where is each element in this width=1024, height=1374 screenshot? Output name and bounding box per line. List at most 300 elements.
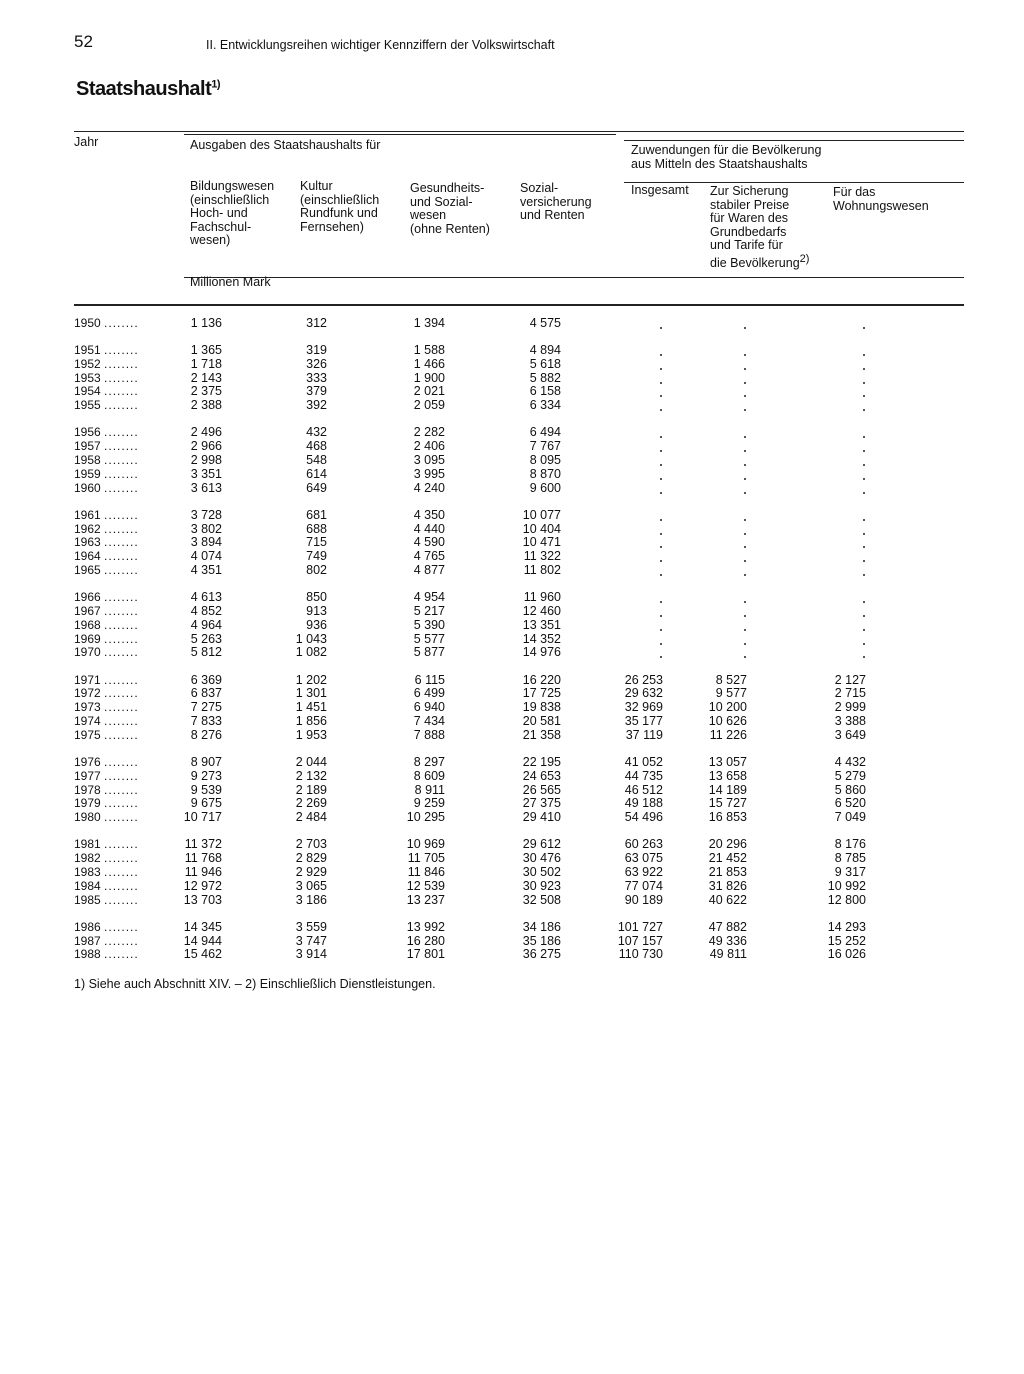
cell-gesund: 11 705 [407,851,445,866]
cell-sozial: 14 352 [522,631,561,646]
cell-sozial: 8 095 [529,453,561,467]
year-label: 1964 [74,549,101,564]
year-label: 1968 [74,617,101,632]
cell-bildung: 15 462 [183,947,222,962]
year-label: 1951 [74,343,101,357]
cell-gesund: 1 394 [413,316,445,330]
cell-gesund: 2 282 [413,425,445,440]
cell-kultur: 468 [306,439,327,454]
cell-sozial: 21 358 [522,727,561,742]
cell-bildung: 4 351 [190,563,222,577]
year-label: 1962 [74,521,101,536]
year-label: 1983 [74,865,101,879]
chapter-heading: II. Entwicklungsreihen wichtiger Kennziffern der Volkswirtschaft [206,38,555,52]
cell-kultur: 2 703 [295,837,327,852]
cell-sicherung: 14 189 [708,782,747,797]
header-bottom-rule [74,304,964,306]
cell-bildung: 6 369 [190,672,222,687]
year-label: 1961 [74,507,101,522]
row-leader: ........ [104,384,139,399]
cell-sozial: 19 838 [522,700,561,715]
year-label: 1959 [74,466,101,481]
cell-sicherung: 10 200 [708,700,747,715]
header-jahr: Jahr [74,135,99,149]
cell-sozial: 10 404 [522,521,561,536]
cell-gesund: 2 059 [413,398,445,413]
row-leader: ........ [104,851,139,866]
ausgaben-rule [184,134,616,135]
cell-bildung: 1 718 [190,356,222,371]
cell-insgesamt-dot [660,643,662,645]
cell-bildung: 5 812 [190,645,222,660]
header-zuwendungen: Zuwendungen für die Bevölkerung aus Mitteln des Staatshaushalts [631,143,822,171]
cell-gesund: 2 021 [413,384,445,399]
row-leader: ........ [104,755,139,769]
cell-gesund: 12 539 [406,878,445,893]
row-leader: ........ [104,439,139,454]
cell-kultur: 432 [306,425,327,440]
cell-sicherung: 20 296 [708,837,747,852]
year-label: 1975 [74,727,101,742]
year-label: 1960 [74,480,101,495]
header-col-sicherung [710,185,809,270]
cell-sicherung-dot [744,492,746,494]
cell-insgesamt: 101 727 [617,919,663,934]
cell-bildung: 4 613 [190,590,222,605]
cell-wohnung-dot [863,327,865,329]
year-label: 1971 [74,672,101,687]
cell-sozial: 10 077 [522,507,561,522]
cell-bildung: 14 345 [183,919,222,934]
year-label: 1957 [74,439,101,454]
footnote: 1) Siehe auch Abschnitt XIV. – 2) Einschließlich Dienstleistungen. [74,977,436,991]
cell-kultur: 2 189 [295,782,327,797]
cell-insgesamt: 49 188 [624,796,663,811]
cell-insgesamt-dot [660,492,662,494]
cell-gesund: 3 095 [413,453,445,467]
title-footnote-mark: 1) [211,78,221,91]
cell-insgesamt-dot [660,327,662,329]
cell-bildung: 13 703 [183,892,222,907]
cell-gesund: 4 350 [413,507,445,522]
cell-wohnung-dot [863,450,865,452]
cell-insgesamt-dot [660,574,662,576]
cell-gesund: 7 888 [413,727,445,742]
table-row-year [74,535,168,549]
cell-gesund: 13 992 [406,919,445,934]
year-label: 1988 [74,947,101,962]
table-row-year [74,604,168,618]
row-leader: ........ [104,480,139,495]
cell-kultur: 688 [306,521,327,536]
table-row-year [74,453,168,467]
row-leader: ........ [104,947,139,962]
cell-sozial: 30 923 [522,878,561,893]
cell-wohnung-dot [863,533,865,535]
table-row-year [74,728,168,742]
table-row-year [74,508,168,522]
cell-sozial: 11 322 [523,549,561,564]
table-row-year [74,590,168,604]
cell-insgesamt-dot [660,368,662,370]
row-leader: ........ [104,796,139,811]
cell-sozial: 9 600 [529,480,561,495]
table-row-year [74,700,168,714]
year-label: 1978 [74,782,101,797]
cell-sicherung: 8 527 [715,672,747,687]
table-row-year [74,673,168,687]
cell-bildung: 2 375 [190,384,222,399]
year-label: 1970 [74,645,101,660]
cell-sicherung: 13 658 [708,768,747,783]
table-row-year [74,769,168,783]
cell-wohnung-dot [863,629,865,631]
cell-bildung: 7 833 [190,714,222,728]
row-leader: ........ [104,672,139,687]
cell-bildung: 2 496 [190,425,222,440]
table-row-year [74,714,168,728]
cell-sozial: 6 158 [529,384,561,399]
row-leader: ........ [104,370,139,385]
cell-sicherung-dot [744,629,746,631]
row-leader: ........ [104,919,139,934]
cell-sicherung-dot [744,354,746,356]
cell-sozial: 6 494 [529,425,561,440]
row-leader: ........ [104,878,139,893]
cell-kultur: 379 [306,384,327,399]
unit-rule [184,277,964,278]
cell-sicherung: 21 452 [708,851,747,866]
cell-sicherung-dot [744,436,746,438]
table-row-year [74,384,168,398]
cell-insgesamt: 46 512 [624,782,663,797]
table-row-year [74,837,168,851]
cell-insgesamt: 110 730 [618,947,663,962]
table-row-year [74,851,168,865]
cell-gesund: 9 259 [413,796,445,811]
cell-gesund: 4 954 [413,590,445,605]
cell-wohnung: 10 992 [827,878,866,893]
cell-sicherung-dot [744,643,746,645]
year-label: 1986 [74,919,101,934]
cell-wohnung: 7 049 [834,810,866,825]
row-leader: ........ [104,714,139,728]
cell-kultur: 1 953 [295,727,327,742]
cell-insgesamt: 35 177 [624,714,663,728]
table-row-year [74,934,168,948]
cell-sozial: 5 882 [529,370,561,385]
row-leader: ........ [104,810,139,825]
cell-gesund: 5 390 [413,617,445,632]
cell-insgesamt: 26 253 [624,672,663,687]
cell-wohnung-dot [863,464,865,466]
cell-insgesamt: 29 632 [624,686,663,701]
cell-kultur: 2 044 [295,755,327,769]
cell-kultur: 326 [306,356,327,371]
cell-insgesamt-dot [660,409,662,411]
cell-kultur: 3 914 [295,947,327,962]
cell-bildung: 1 365 [190,343,222,357]
cell-bildung: 8 276 [190,727,222,742]
header-ausgaben: Ausgaben des Staatshaushalts für [190,138,381,152]
cell-gesund: 5 577 [413,631,445,646]
cell-bildung: 4 852 [190,604,222,618]
cell-gesund: 4 765 [413,549,445,564]
cell-kultur: 548 [306,453,327,467]
cell-kultur: 913 [306,604,327,618]
table-row-year [74,467,168,481]
cell-bildung: 9 273 [190,768,222,783]
cell-wohnung-dot [863,546,865,548]
cell-insgesamt: 44 735 [624,768,663,783]
cell-kultur: 3 186 [295,892,327,907]
cell-insgesamt-dot [660,615,662,617]
cell-gesund: 1 900 [413,370,445,385]
cell-wohnung-dot [863,560,865,562]
cell-insgesamt: 77 074 [624,878,663,893]
cell-sicherung-dot [744,395,746,397]
cell-bildung: 11 946 [184,865,222,879]
cell-sicherung: 47 882 [708,919,747,934]
cell-gesund: 11 846 [407,865,445,879]
cell-sicherung-dot [744,464,746,466]
table-row-year [74,879,168,893]
cell-sozial: 4 575 [529,316,561,330]
cell-gesund: 17 801 [406,947,445,962]
cell-sozial: 5 618 [529,356,561,371]
table-row-year [74,357,168,371]
cell-insgesamt: 63 075 [624,851,663,866]
cell-sozial: 16 220 [522,672,561,687]
cell-sozial: 30 502 [522,865,561,879]
cell-gesund: 6 115 [414,672,445,687]
cell-sicherung: 15 727 [708,796,747,811]
row-leader: ........ [104,727,139,742]
row-leader: ........ [104,316,139,330]
cell-insgesamt-dot [660,450,662,452]
row-leader: ........ [104,865,139,879]
year-label: 1985 [74,892,101,907]
table-row-year [74,893,168,907]
year-label: 1987 [74,933,101,948]
row-leader: ........ [104,563,139,577]
cell-sicherung-dot [744,656,746,658]
cell-wohnung-dot [863,615,865,617]
year-label: 1954 [74,384,101,399]
cell-bildung: 3 351 [190,466,222,481]
cell-sicherung: 16 853 [708,810,747,825]
row-leader: ........ [104,425,139,440]
cell-bildung: 6 837 [190,686,222,701]
cell-bildung: 3 728 [190,507,222,522]
cell-kultur: 333 [306,370,327,385]
cell-bildung: 9 539 [190,782,222,797]
cell-sicherung-dot [744,327,746,329]
cell-kultur: 312 [306,316,327,330]
cell-gesund: 1 466 [413,356,445,371]
cell-wohnung: 5 279 [834,768,866,783]
cell-sozial: 27 375 [522,796,561,811]
cell-sozial: 29 410 [522,810,561,825]
year-label: 1965 [74,563,101,577]
cell-wohnung: 3 649 [834,727,866,742]
cell-sicherung-dot [744,450,746,452]
cell-wohnung-dot [863,395,865,397]
table-row-year [74,371,168,385]
row-leader: ........ [104,686,139,701]
year-label: 1966 [74,590,101,605]
cell-insgesamt: 32 969 [624,700,663,715]
year-label: 1950 [74,316,101,330]
year-label: 1982 [74,851,101,866]
cell-sicherung-dot [744,478,746,480]
zuwendungen-rule [624,140,964,141]
cell-sozial: 13 351 [522,617,561,632]
cell-sozial: 30 476 [522,851,561,866]
cell-sozial: 6 334 [529,398,561,413]
cell-sicherung: 40 622 [708,892,747,907]
table-row-year [74,343,168,357]
cell-wohnung: 2 999 [834,700,866,715]
cell-wohnung: 2 127 [834,672,866,687]
cell-kultur: 2 929 [295,865,327,879]
cell-kultur: 1 043 [295,631,327,646]
cell-kultur: 3 065 [295,878,327,893]
cell-sicherung-dot [744,409,746,411]
cell-bildung: 11 768 [184,851,222,866]
row-leader: ........ [104,631,139,646]
cell-gesund: 5 217 [413,604,445,618]
cell-bildung: 2 388 [190,398,222,413]
cell-bildung: 10 717 [183,810,222,825]
cell-wohnung-dot [863,492,865,494]
cell-kultur: 1 202 [295,672,327,687]
cell-sozial: 11 802 [523,563,561,577]
cell-gesund: 4 440 [413,521,445,536]
cell-bildung: 9 675 [190,796,222,811]
cell-bildung: 3 613 [190,480,222,495]
cell-wohnung: 9 317 [834,865,866,879]
cell-sozial: 36 275 [522,947,561,962]
cell-kultur: 1 451 [295,700,327,715]
cell-sozial: 29 612 [522,837,561,852]
cell-bildung: 11 372 [184,837,222,852]
table-row-year [74,618,168,632]
cell-wohnung-dot [863,354,865,356]
cell-sozial: 7 767 [529,439,561,454]
table-row-year [74,783,168,797]
cell-bildung: 3 802 [190,521,222,536]
cell-kultur: 614 [306,466,327,481]
table-row-year [74,810,168,824]
cell-gesund: 4 590 [413,535,445,550]
year-label: 1955 [74,398,101,413]
cell-sozial: 8 870 [529,466,561,481]
cell-sicherung-dot [744,519,746,521]
cell-insgesamt: 63 922 [624,865,663,879]
cell-bildung: 14 944 [183,933,222,948]
table-row-year [74,947,168,961]
cell-wohnung-dot [863,574,865,576]
cell-kultur: 749 [306,549,327,564]
row-leader: ........ [104,356,139,371]
header-col-insgesamt: Insgesamt [631,183,689,197]
year-label: 1953 [74,370,101,385]
page-number: 52 [74,32,93,51]
cell-sicherung: 49 336 [708,933,747,948]
cell-kultur: 2 269 [295,796,327,811]
cell-sozial: 4 894 [529,343,561,357]
year-label: 1984 [74,878,101,893]
cell-gesund: 3 995 [413,466,445,481]
year-label: 1974 [74,714,101,728]
cell-insgesamt-dot [660,560,662,562]
year-label: 1952 [74,356,101,371]
cell-gesund: 1 588 [413,343,445,357]
year-label: 1969 [74,631,101,646]
row-leader: ........ [104,590,139,605]
cell-wohnung-dot [863,656,865,658]
cell-sozial: 20 581 [522,714,561,728]
cell-sozial: 10 471 [522,535,561,550]
cell-gesund: 8 297 [413,755,445,769]
cell-gesund: 4 240 [413,480,445,495]
table-row-year [74,563,168,577]
row-leader: ........ [104,535,139,550]
header-col-sozial: Sozial- versicherung und Renten [520,181,592,222]
cell-bildung: 4 074 [190,549,222,564]
cell-sicherung-dot [744,574,746,576]
cell-kultur: 392 [306,398,327,413]
year-label: 1963 [74,535,101,550]
row-leader: ........ [104,645,139,660]
cell-kultur: 1 856 [295,714,327,728]
cell-wohnung-dot [863,436,865,438]
cell-kultur: 649 [306,480,327,495]
table-row-year [74,865,168,879]
row-leader: ........ [104,933,139,948]
year-label: 1967 [74,604,101,618]
cell-wohnung: 12 800 [827,892,866,907]
cell-kultur: 3 559 [295,919,327,934]
cell-gesund: 6 940 [413,700,445,715]
cell-gesund: 2 406 [413,439,445,454]
cell-wohnung-dot [863,643,865,645]
cell-kultur: 319 [306,343,327,357]
year-label: 1981 [74,837,101,852]
cell-sicherung-dot [744,601,746,603]
row-leader: ........ [104,549,139,564]
cell-kultur: 681 [306,507,327,522]
row-leader: ........ [104,768,139,783]
cell-wohnung-dot [863,519,865,521]
cell-insgesamt-dot [660,533,662,535]
year-label: 1976 [74,755,101,769]
cell-gesund: 13 237 [406,892,445,907]
table-row-year [74,796,168,810]
header-unit: Millionen Mark [190,275,271,289]
year-label: 1979 [74,796,101,811]
cell-wohnung: 3 388 [834,714,866,728]
cell-insgesamt-dot [660,601,662,603]
cell-sicherung: 9 577 [715,686,747,701]
cell-kultur: 2 829 [295,851,327,866]
row-leader: ........ [104,837,139,852]
table-row-year [74,439,168,453]
cell-insgesamt-dot [660,629,662,631]
cell-wohnung: 6 520 [834,796,866,811]
cell-wohnung-dot [863,382,865,384]
